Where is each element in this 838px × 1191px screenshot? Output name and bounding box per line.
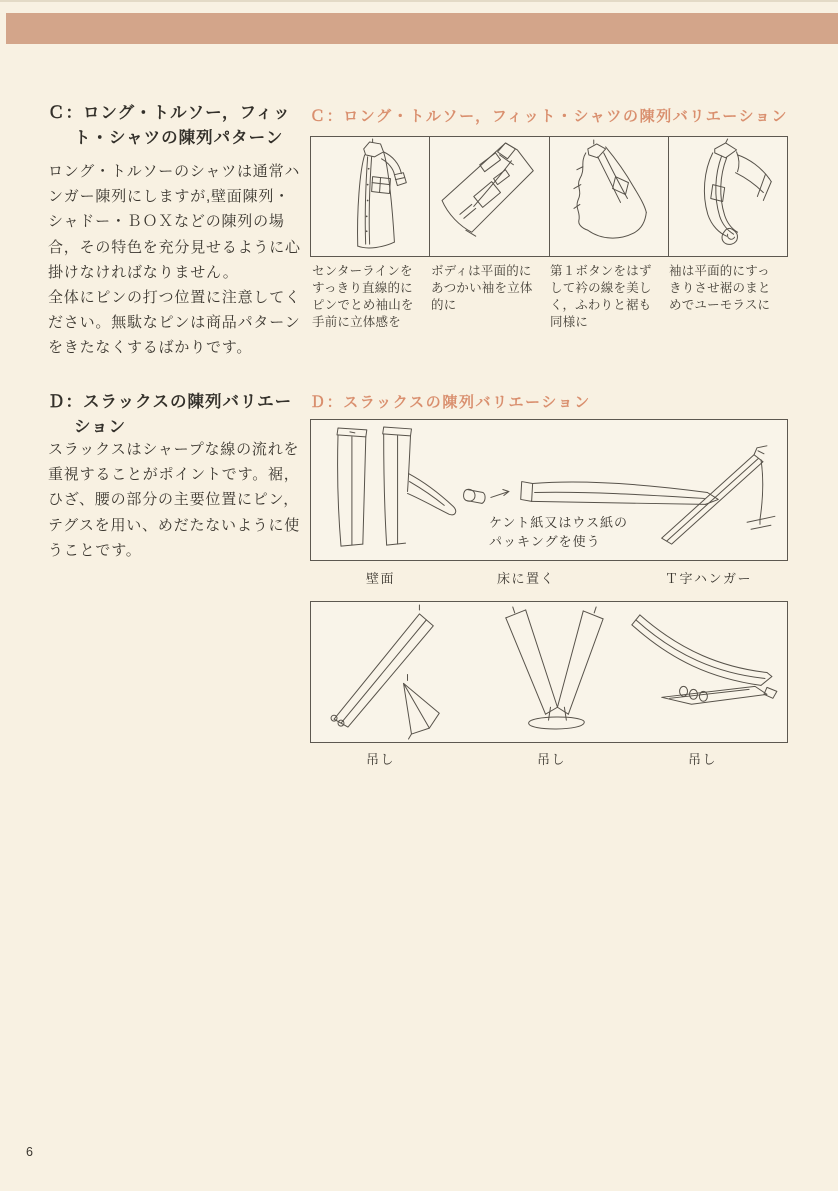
section-d-heading-line2: ション — [74, 418, 127, 436]
section-c-heading-line2: ト・シャツの陳列パターン — [74, 129, 284, 147]
section-d-heading-left — [48, 390, 292, 440]
slacks-caption-t-hanger: Ｔ字ハンガー — [665, 571, 753, 586]
section-c-body — [48, 159, 302, 361]
section-d-body — [48, 437, 302, 563]
shirt-panel-cell-3 — [549, 137, 668, 256]
slacks-variation-panel-2 — [310, 601, 788, 743]
hanging-caption-3: 吊し — [688, 752, 718, 767]
shirt-captions-row — [310, 263, 790, 331]
shirt-caption-1: センターラインをすっきり直線的にピンでとめ袖山を手前に立体感を — [312, 264, 414, 329]
shirt-caption-3: 第１ボタンをはずして衿の線を美しく，ふわりと裾も同様に — [550, 264, 652, 329]
slacks-hanging-sketches — [311, 602, 787, 742]
section-c-heading-line1: Ｃ：ロング・トルソー，フィッ — [48, 104, 291, 122]
page-top-edge — [0, 0, 838, 2]
section-c-heading-right: Ｃ：ロング・トルソー，フィット・シャツの陳列バリエーション — [310, 108, 789, 125]
shirt-caption-2: ボディは平面的にあつかい袖を立体的に — [431, 264, 533, 312]
hanging-caption-1: 吊し — [366, 752, 396, 767]
section-d-paragraph-1: スラックスはシャープな線の流れを重視することがポイントです。裾，ひざ、腰の部分の主要位置にピン，テグスを用い、めだたないように使うことです。 — [48, 441, 301, 559]
section-d-heading-line1: Ｄ：スラックスの陳列バリエー — [48, 393, 293, 411]
shirt-panel-cell-1 — [311, 137, 429, 256]
section-d-heading-right: Ｄ：スラックスの陳列バリエーション — [310, 394, 591, 411]
shirt-panel-cell-4 — [668, 137, 787, 256]
header-color-band — [6, 13, 838, 44]
page-number: 6 — [26, 1145, 33, 1159]
slacks-caption-floor: 床に置く — [497, 571, 556, 586]
shirt-panel-cell-2 — [429, 137, 548, 256]
shirt-curved-sketch — [669, 137, 787, 256]
shirt-draped-sketch — [550, 137, 668, 256]
packing-annotation: ケント紙又はウス紙のパッキングを使う — [489, 515, 628, 549]
long-torso-shirt-sketch — [311, 137, 429, 256]
shirt-caption-4: 袖は平面的にすっきりさせ裾のまとめでユーモラスに — [669, 264, 771, 312]
section-c-paragraph-2: 全体にピンの打つ位置に注意してください。無駄なピンは商品パターンをきたなくするばかりです。 — [48, 289, 301, 357]
shirt-flat-diagonal-sketch — [430, 137, 548, 256]
hanging-caption-2: 吊し — [537, 752, 567, 767]
section-c-paragraph-1: ロング・トルソーのシャツは通常ハンガー陳列にしますが,壁面陳列・シャドー・ＢＯＸなどの陳列の場合，その特色を充分見せるように心掛けなければなりません。 — [48, 163, 301, 281]
shirt-variation-panel — [310, 136, 788, 257]
slacks-caption-wall: 壁面 — [366, 571, 396, 586]
section-c-heading-left — [48, 101, 291, 151]
